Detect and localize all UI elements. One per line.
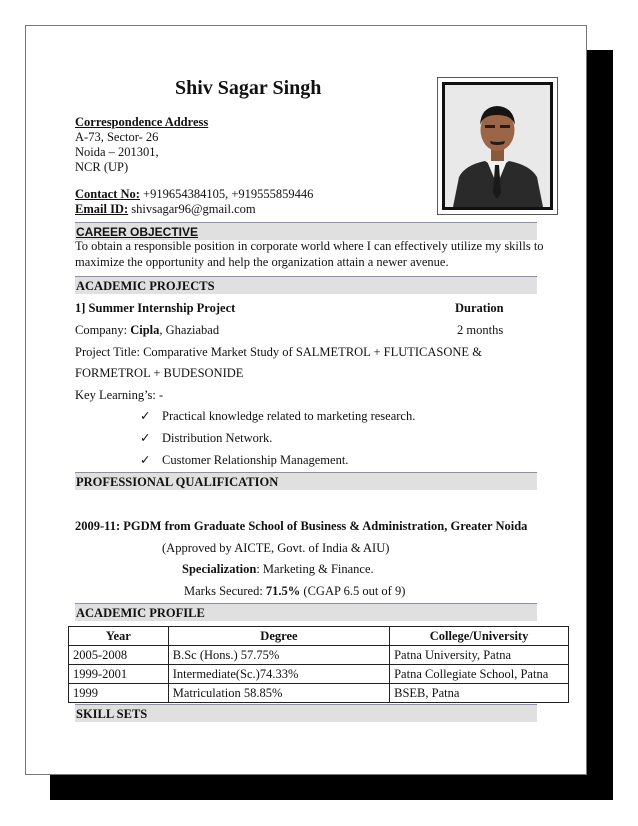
marks-value: 71.5% [265,584,301,598]
professional-qualification-heading: PROFESSIONAL QUALIFICATION [75,472,537,490]
correspondence-label: Correspondence Address [75,115,209,129]
email-label: Email ID: [75,202,129,216]
checkmark-icon: ✓ [140,453,151,467]
profile-photo [445,85,550,207]
project-title: 1] Summer Internship Project [75,301,236,315]
checkmark-icon: ✓ [140,409,151,423]
contact-line [75,186,313,202]
company-line [75,322,219,338]
key-learning-label: Key Learning’s: - [75,388,164,402]
company-label: Company: [75,323,131,337]
table-row [69,684,569,703]
contact-label: Contact No: [75,187,140,201]
learning-item [140,408,415,424]
approval-line: (Approved by AICTE, Govt. of India & AIU) [162,541,390,555]
specialization-value: : Marketing & Finance. [256,562,374,576]
learning-item [140,430,272,446]
photo-border [442,82,553,210]
table-cell: Patna Collegiate School, Patna [390,665,569,684]
email-value: shivsagar96@gmail.com [128,202,256,216]
academic-profile-heading: ACADEMIC PROFILE [75,603,537,621]
learning-item [140,452,348,468]
career-line-2: maximize the opportunity and help the organization attain a newer avenue. [75,255,449,269]
specialization-label: Specialization [182,562,257,576]
table-row [69,665,569,684]
column-header: Degree [168,627,389,646]
marks-detail: (CGAP 6.5 out of 9) [300,584,406,598]
table-cell: Matriculation 58.85% [168,684,389,703]
academic-projects-heading: ACADEMIC PROJECTS [75,276,537,294]
project-title-line-1: Project Title: Comparative Market Study of SALMETROL + FLUTICASONE & [75,345,482,359]
duration-label: Duration [455,301,504,315]
person-portrait-icon [445,85,550,207]
learning-text: Practical knowledge related to marketing research. [162,409,416,423]
table-header-row [69,627,569,646]
table-row [69,646,569,665]
checkmark-icon: ✓ [140,431,151,445]
project-title-line-2: FORMETROL + BUDESONIDE [75,366,244,380]
column-header: College/University [390,627,569,646]
duration-value: 2 months [457,323,504,337]
table-cell: 1999 [69,684,169,703]
table-cell: B.Sc (Hons.) 57.75% [168,646,389,665]
learning-text: Customer Relationship Management. [162,453,349,467]
table-cell: Patna University, Patna [390,646,569,665]
candidate-name: Shiv Sagar Singh [175,77,322,99]
table-cell: Intermediate(Sc.)74.33% [168,665,389,684]
company-location: , Ghaziabad [159,323,220,337]
academic-profile-table [68,626,569,703]
skill-sets-heading: SKILL SETS [75,704,537,722]
company-name: Cipla [130,323,160,337]
table-cell: 2005-2008 [69,646,169,665]
marks-line [184,583,405,599]
address-line-3: NCR (UP) [75,160,129,174]
profile-photo-frame [437,77,558,215]
pgdm-line: 2009-11: PGDM from Graduate School of Business & Administration, Greater Noida [75,519,528,533]
marks-label: Marks Secured: [184,584,266,598]
contact-value: +919654384105, +919555859446 [139,187,314,201]
learning-text: Distribution Network. [162,431,273,445]
column-header: Year [69,627,169,646]
career-objective-heading: CAREER OBJECTIVE [75,222,537,240]
address-line-1: A-73, Sector- 26 [75,130,159,144]
career-line-1: To obtain a responsible position in corporate world where I can effectively utilize my skills to [75,239,544,253]
table-cell: 1999-2001 [69,665,169,684]
address-line-2: Noida – 201301, [75,145,159,159]
email-line [75,201,256,217]
specialization-line [182,561,374,577]
table-cell: BSEB, Patna [390,684,569,703]
